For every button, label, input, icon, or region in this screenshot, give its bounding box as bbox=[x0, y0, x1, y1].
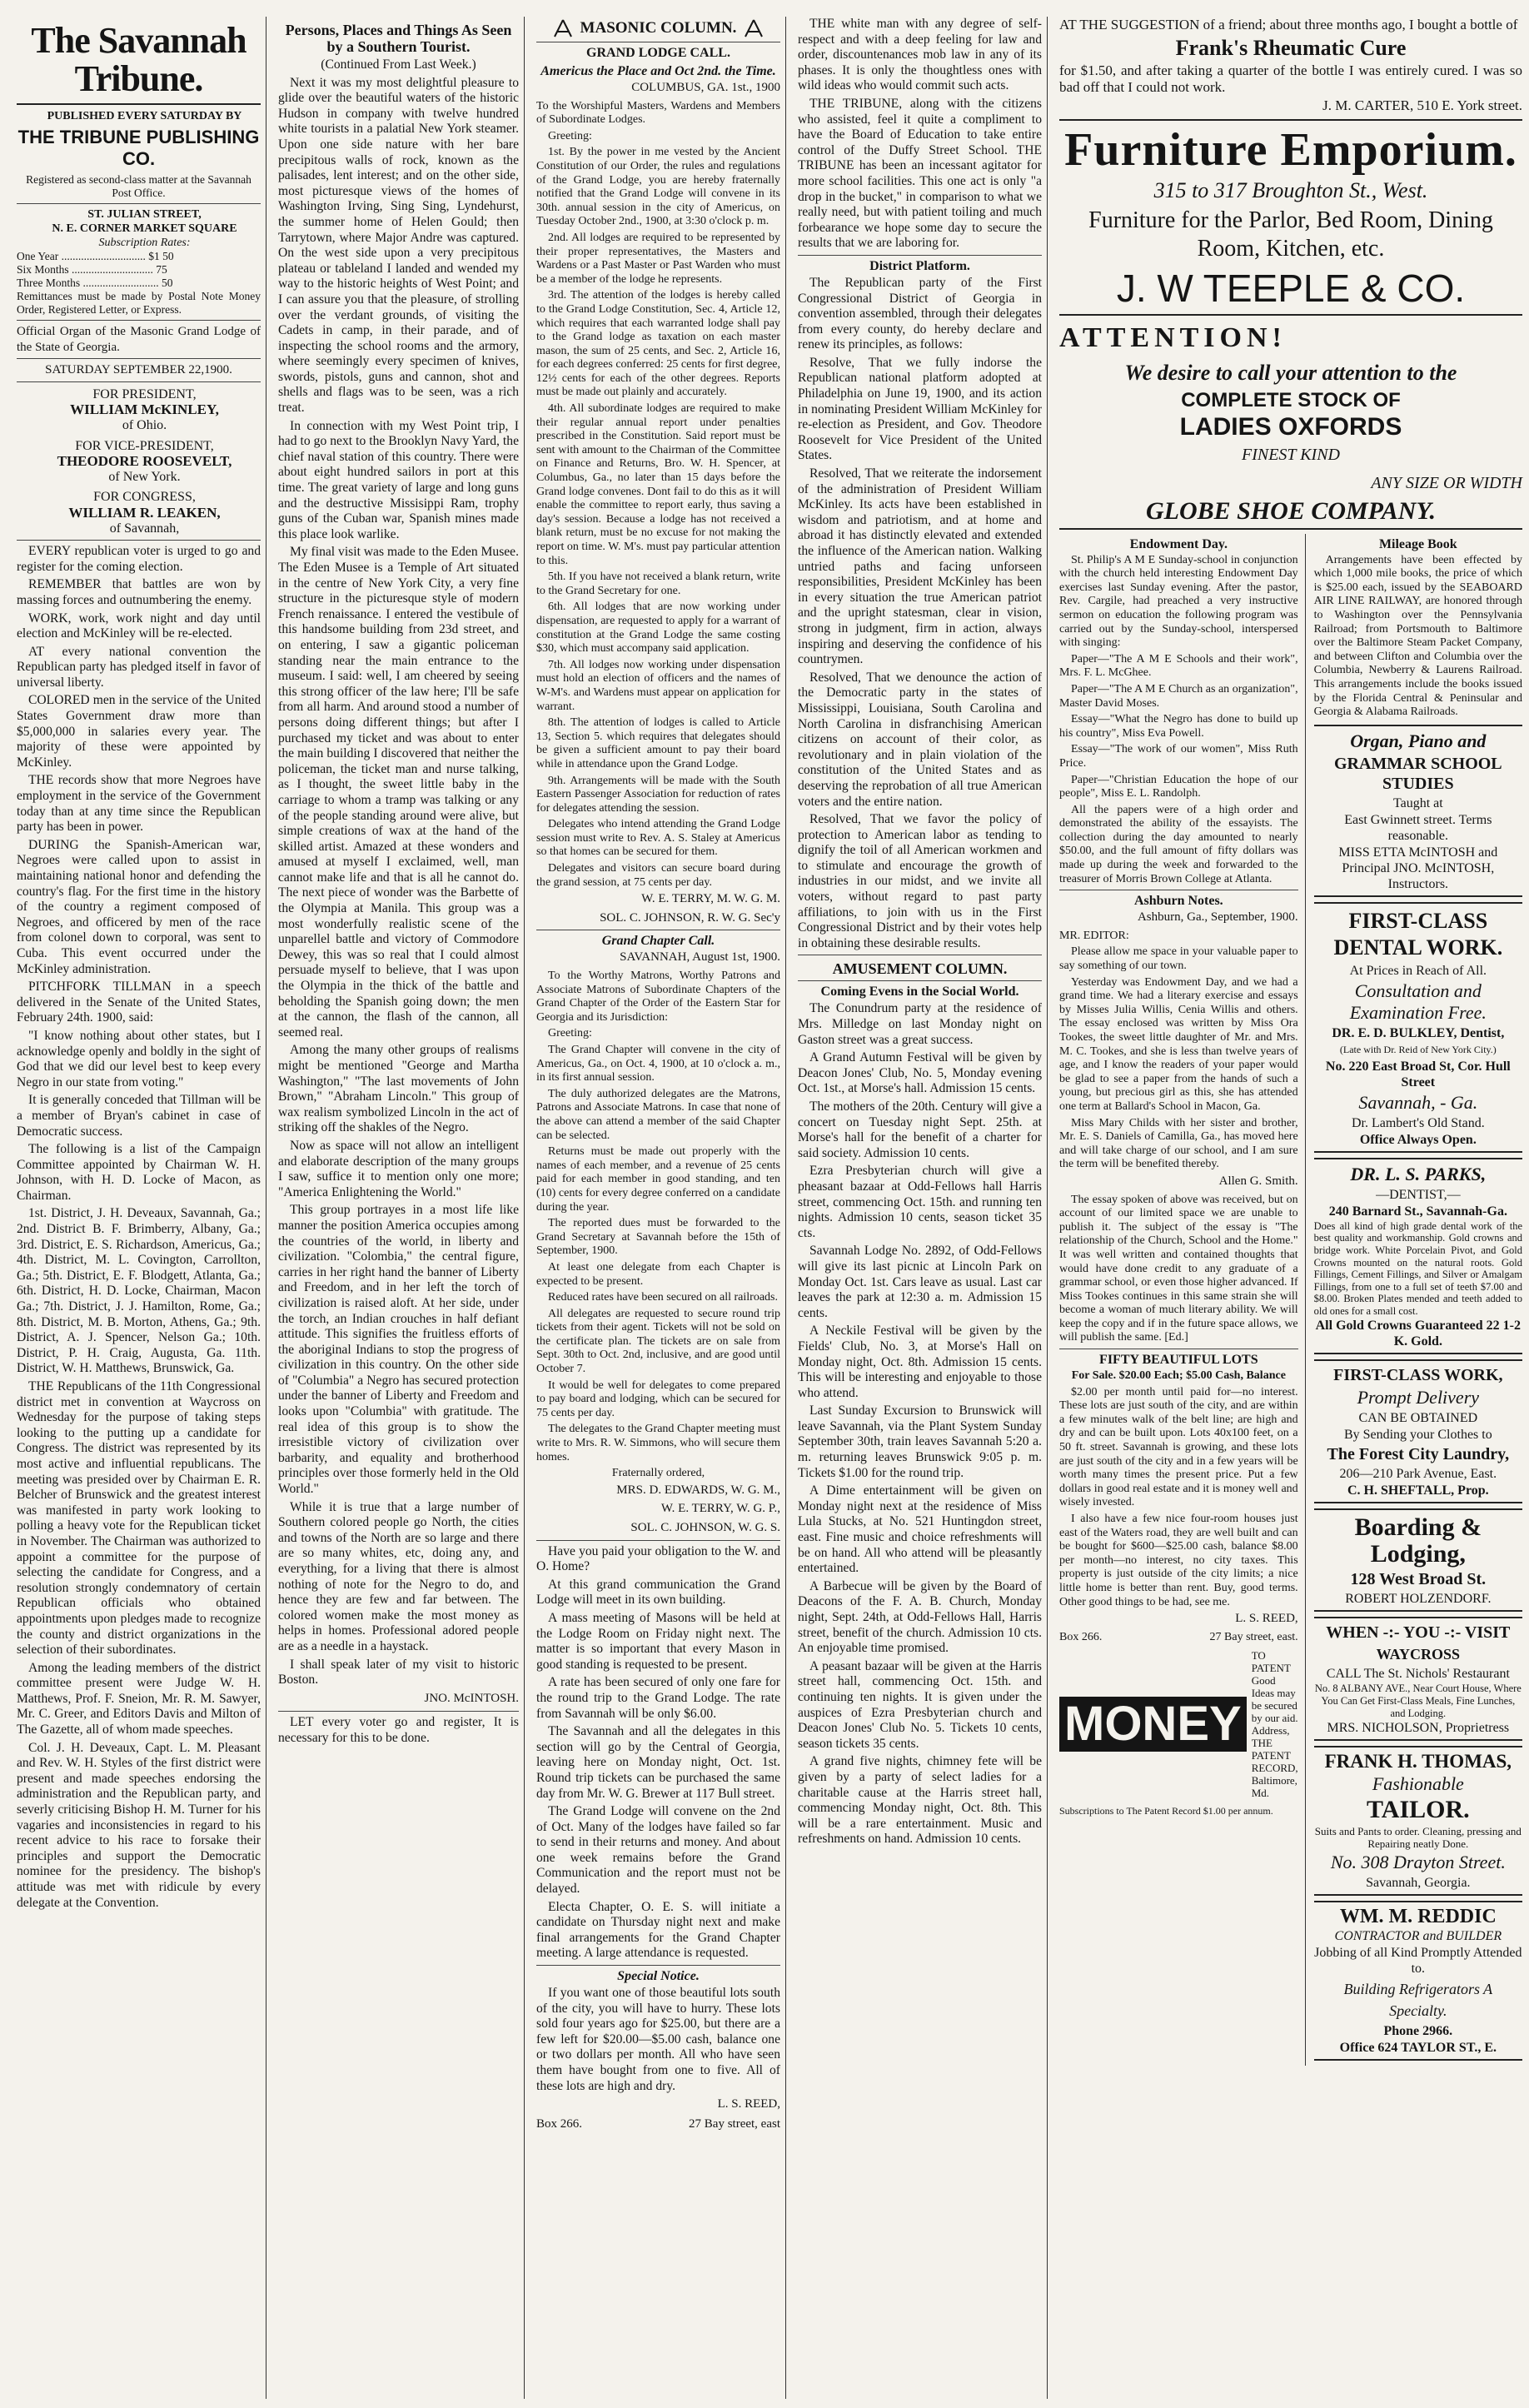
parks-title: DR. L. S. PARKS, bbox=[1350, 1163, 1487, 1184]
column-1 bbox=[12, 17, 266, 2399]
parks-line: —DENTIST,— bbox=[1376, 1187, 1461, 1202]
editorial-paragraph: DURING the Spanish-American war, Negroes were called upon to assist in maintaining national honor and defending the country's flag. For the first time in the history of the country a regiment composed of Negroes, and officered by men of the race from colonel down to corporal, was sent to Cuba. This event occurred under the McKinley administration. bbox=[17, 837, 261, 976]
grand-lodge-item: 5th. If you have not received a blank return, write to the Grand Secretary for one. bbox=[536, 571, 780, 597]
editorial-paragraph: 1st. District, J. H. Deveaux, Savannah, Ga.; 2nd. District B. F. Brimberry, Albany, Ga.; 3rd. District, E. S. Richardson, Americus, Ga.; 4th. District, M. L. Covington, Carrollton, Ga.; 5th. District, E. F. Blodgett, Atlanta, Ga.; 6th. District, H. D. Locke, Chairman, Macon Ga.; 7th. District, J. J. Hamilton, Rome, Ga.; 8th. District, M. B. Morton, Athens, Ga.; 9th. District, A. J. Spencer, Nelson Ga.; 10th. District, P. H. Craig, Augusta, Ga. 11th. District, W. H. Matthews, Brunswick, Ga. bbox=[17, 1206, 261, 1376]
grand-chapter-item: The Grand Chapter will convene in the city of Americus, Ga., on Oct. 4, 1900, at 10 o'clock a. m., in its first annual session. bbox=[536, 1044, 780, 1084]
grand-lodge-item: 2nd. All lodges are required to be represented by their proper representatives, the Masters and Wardens or a Past Master or Past Warden who must be a member of the lodge he represents. bbox=[536, 231, 780, 286]
editorial-paragraph: THE TRIBUNE, along with the citizens who assisted, feel it quite a compliment to have the Board of Education to take entire control of the Duffy Street School. THE TRIBUNE has been an incessant agitator for more school facilities. This one act is only "a drop in the bucket," in comparison to what we really need, but with patient toiling and much forbearance we hope some day to secure the results that we are laboring for. bbox=[798, 96, 1042, 251]
square-compass-icon bbox=[743, 18, 764, 38]
furniture-company: J. W TEEPLE & CO. bbox=[1116, 266, 1466, 310]
reddic-line: Jobbing of all Kind Promptly Attended to. bbox=[1314, 1946, 1522, 1977]
issue-date: SATURDAY SEPTEMBER 22,1900. bbox=[45, 363, 232, 377]
platform-paragraph: The Republican party of the First Congressional District of Georgia in convention assembled, through their delegates from every county, do hereby declare and renew its principles, as follows: bbox=[798, 275, 1042, 352]
editorial-paragraph: The following is a list of the Campaign Committee appointed by Chairman W. H. Johnson, with H. D. Locke of Macon, as Chairman. bbox=[17, 1142, 261, 1203]
amusement-item: Ezra Presbyterian church will give a pheasant bazaar at Odd-Fellows hall Harris street, commencing Oct. 15th. and running ten nights. Admission 10 cents, season ticket 35 cts. bbox=[798, 1164, 1042, 1240]
attention-line: COMPLETE STOCK OF bbox=[1181, 388, 1401, 411]
grand-lodge-subtitle: Americus the Place and Oct 2nd. the Time. bbox=[540, 64, 776, 78]
street-address: 27 Bay street, east bbox=[689, 2116, 780, 2131]
laundry-line: C. H. SHEFTALL, Prop. bbox=[1347, 1483, 1489, 1498]
special-notice-text: If you want one of those beautiful lots south of the city, you will have to hurry. These lots sold four years ago for $25.00, but there are a few left for $20.00—$5.00 cash, balance one or two dollars per month. All who have seen them have bought from one to five. All of these lots are high and dry. bbox=[536, 1986, 780, 2093]
article-signature: JNO. McINTOSH. bbox=[424, 1691, 519, 1705]
dental-work-ad bbox=[1314, 902, 1522, 1153]
article-paragraph: Now as space will not allow an intelligent and elaborate description of the many groups I saw, suffice it to mention only one more; "America Enlightening the World." bbox=[278, 1138, 519, 1199]
reddic-line: CONTRACTOR and BUILDER bbox=[1334, 1929, 1502, 1944]
franks-intro: AT THE SUGGESTION of a friend; about three months ago, I bought a bottle of bbox=[1059, 17, 1518, 32]
amusement-item: Savannah Lodge No. 2892, of Odd-Fellows will give its last picnic at Lincoln Park on Monday Oct. 1st. Cars leave as usual. Last car leaves the park at 12:30 a. m. Admission 15 cents. bbox=[798, 1244, 1042, 1320]
endowment-paragraph: Paper—"The A M E Church as an organization", Master David Moses. bbox=[1059, 682, 1298, 710]
platform-paragraph: Resolved, That we reiterate the indorsement of the administration of President William McKinley. Its acts have been established in wisdom and patriotism, and at home and abroad it has distinctly elevated and extended the influence of the American nation. Walking untried paths and facing unforseen responsibilities, President McKinley has been in every situation the true American patriot and the upright statesman, clear in vision, strong in judgment, firm in action, always inspiring and deserving the confidence of his countrymen. bbox=[798, 466, 1042, 667]
boarding-line: 128 West Broad St. bbox=[1350, 1570, 1487, 1589]
tailor-line: No. 308 Drayton Street. bbox=[1330, 1852, 1506, 1873]
masonic-header bbox=[536, 18, 780, 38]
endowment-paragraph: Paper—"Christian Education the hope of our people", Miss E. L. Randolph. bbox=[1059, 773, 1298, 800]
laundry-line: CAN BE OBTAINED bbox=[1358, 1411, 1478, 1426]
grand-lodge-item: Delegates and visitors can secure board during the grand session, at 75 cents per day. bbox=[536, 862, 780, 889]
furniture-emporium-ad bbox=[1059, 125, 1522, 310]
editorial-paragraph: It is generally conceded that Tillman will be a member of Bryan's cabinet in case of Democratic success. bbox=[17, 1093, 261, 1139]
parks-line: 240 Barnard St., Savannah-Ga. bbox=[1328, 1204, 1507, 1219]
amusement-item: A Barbecue will be given by the Board of Deacons of the F. A. B. Church, Monday night, Sept. 24th, at Odd-Fellows Hall, Harris street, benefit of the church. Admission 10 cts. An enjoyable time promised. bbox=[798, 1578, 1042, 1656]
candidate-place: of Savannah, bbox=[109, 521, 180, 536]
lots-description: I also have a few nice four-room houses just east of the Waters road, they are well built and can be bought for $600—$25.00 cash, balance $8.00 per month—no interest, no city taxes. This property is just outside of the city limits; a nice little home is better than rent. Buy, good terms. Other good things to be had, see me. bbox=[1059, 1513, 1298, 1608]
masonic-note: The Grand Lodge will convene on the 2nd of Oct. Many of the lodges have failed so far to send in their returns and money. And about one week remains before the Grand Communication and the report must not be delayed. bbox=[536, 1804, 780, 1897]
amusement-item: A Neckile Festival will be given by the Fields' Club, No. 3, at Morse's Hall on Monday night, Oct. 8th. Admission 15 cents. This will be interesting and enjoyable to those who attend. bbox=[798, 1324, 1042, 1400]
remittance-note: Remittances must be made by Postal Note Money Order, Registered Letter, or Express. bbox=[17, 290, 261, 316]
editorial-paragraph: WORK, work, work night and day until election and McKinley will be re-elected. bbox=[17, 611, 261, 641]
ashburn-paragraph: Miss Mary Childs with her sister and brother, Mr. E. S. Daniels of Camilla, Ga., has moved here and will take charge of our school, and I am sure the term will be benefited thereby. bbox=[1059, 1116, 1298, 1171]
furniture-tagline: Furniture for the Parlor, Bed Room, Dining Room, Kitchen, etc. bbox=[1088, 207, 1493, 262]
editorial-paragraph: THE records show that more Negroes have employment in the service of the Government today than at any time since the Republican party has been in power. bbox=[17, 773, 261, 835]
grand-lodge-addressee: To the Worshipful Masters, Wardens and Members of Subordinate Lodges. bbox=[536, 99, 780, 127]
box-number: Box 266. bbox=[1059, 1630, 1103, 1643]
masthead-title: The Savannah Tribune. bbox=[31, 20, 247, 99]
grand-chapter-addressee: To the Worthy Matrons, Worthy Patrons and Associate Matrons of Subordinate Chapters of the Grand Chapter of the Order of the Eastern Star for Georgia and its Jurisdiction: bbox=[536, 970, 780, 1024]
fraternally-ordered: Fraternally ordered, bbox=[611, 1467, 705, 1480]
greeting: Greeting: bbox=[548, 1027, 592, 1040]
patent-subscription: Subscriptions to The Patent Record $1.00 per annum. bbox=[1059, 1804, 1273, 1817]
furniture-title: Furniture Emporium. bbox=[1064, 123, 1517, 176]
editorial-paragraph: PITCHFORK TILLMAN in a speech delivered in the Senate of the United States, February 24th. 1900, said: bbox=[17, 980, 261, 1025]
laundry-line: By Sending your Clothes to bbox=[1343, 1428, 1492, 1443]
ashburn-signature: Allen G. Smith. bbox=[1218, 1174, 1298, 1188]
article-paragraph: In connection with my West Point trip, I had to go next to the Brooklyn Navy Yard, the chief naval station of this country. There were about eight hundred sailors in port at this time. The great variety of large and long guns and the destructive Missisippi Ram, trophy guns of the Cuban war, Spanish mines made this place look warlike. bbox=[278, 418, 519, 541]
grand-chapter-title: Grand Chapter Call. bbox=[601, 934, 715, 949]
frank-thomas-tailor-ad bbox=[1314, 1746, 1522, 1896]
tailor-title: FRANK H. THOMAS, bbox=[1324, 1751, 1512, 1772]
masthead-address2: N. E. CORNER MARKET SQUARE bbox=[52, 222, 237, 235]
grand-lodge-item: 9th. Arrangements will be made with the South Eastern Passenger Association for reduction of rates for delegates attending the session. bbox=[536, 774, 780, 815]
patent-text: TO PATENT Good Ideas may be secured by our aid. Address, THE PATENT RECORD, Baltimore, Md. bbox=[1251, 1648, 1298, 1799]
masonic-note: Electa Chapter, O. E. S. will initiate a candidate on Thursday night next and make final arrangements for the Grand Chapter meeting. A large attendance is requested. bbox=[536, 1899, 780, 1961]
dental-line: Consultation and Examination Free. bbox=[1349, 980, 1487, 1023]
square-compass-icon bbox=[552, 18, 574, 38]
candidate-name: THEODORE ROOSEVELT, bbox=[57, 453, 232, 470]
endowment-paragraph: Essay—"What the Negro has done to build up his country", Miss Eva Powell. bbox=[1059, 713, 1298, 740]
franks-signature: J. M. CARTER, 510 E. York street. bbox=[1322, 97, 1522, 113]
fifty-lots-title: FIFTY BEAUTIFUL LOTS bbox=[1099, 1353, 1258, 1368]
dental-line: Savannah, - Ga. bbox=[1358, 1091, 1478, 1113]
tailor-line: Fashionable bbox=[1372, 1773, 1464, 1795]
grand-chapter-item: Returns must be made out properly with the names of each member, and a revenue of 25 cents paid for each member in good standing, and ten (10) cents for every degree conferred on a candidate during the year. bbox=[536, 1145, 780, 1214]
tourist-article-title: Persons, Places and Things As Seen by a Southern Tourist. bbox=[285, 22, 512, 55]
article-paragraph: Among the many other groups of realisms might be mentioned "George and Martha Washington," "The last movements of John Brown," "Abraham Lincoln." This group of wax realism symbolized Lincoln in the act of striking off the shakles of the Negro. bbox=[278, 1043, 519, 1135]
organ-title: Organ, Piano and bbox=[1350, 730, 1487, 751]
amusement-column-title: AMUSEMENT COLUMN. bbox=[832, 960, 1008, 978]
grand-chapter-date: SAVANNAH, August 1st, 1900. bbox=[620, 950, 780, 965]
globe-shoe-ad bbox=[1059, 321, 1522, 524]
rate-line: Six Months ............................. 75 bbox=[17, 263, 167, 276]
candidate-place: of Ohio. bbox=[122, 417, 167, 432]
attention-line: ANY SIZE OR WIDTH bbox=[1371, 473, 1522, 492]
grand-chapter-signature: SOL. C. JOHNSON, W. G. S. bbox=[630, 1521, 780, 1534]
masonic-note: A mass meeting of Masons will be held at the Lodge Room on Friday night next. The matter is so important that every Mason in good standing is requested to be present. bbox=[536, 1610, 780, 1672]
dental-line: DR. E. D. BULKLEY, Dentist, bbox=[1332, 1025, 1505, 1040]
franks-testimonial: for $1.50, and after taking a quarter of the bottle I was entirely cured. I was so bad off that I could not work. bbox=[1059, 62, 1522, 95]
register-reminder: LET every voter go and register, It is necessary for this to be done. bbox=[278, 1715, 519, 1745]
parks-line: Does all kind of high grade dental work of the best quality and workmanship. Gold crowns and bridge work. White Porcelain Pivot, and Gold Crowns mounted on the natural roots. Gold Fillings, Cement Fillings, and Silver or Amalgam Fillings, from one to a full set of teeth $7.00 and $8.00. Broken Plates mended and teeth added to old ones for a small cost. bbox=[1313, 1219, 1522, 1317]
tailor-line: TAILOR. bbox=[1367, 1796, 1470, 1824]
lots-address bbox=[1059, 1631, 1298, 1644]
grand-chapter-item: The delegates to the Grand Chapter meeting must write to Mrs. R. W. Simmons, who will secure them homes. bbox=[536, 1423, 780, 1463]
platform-paragraph: Resolve, That we fully indorse the Republican national platform adopted at Philadelphia on June 19, 1900, and its action in nominating President William McKinley for re-election as President, and Gov. Theodore Roosevelt for Vice President of the United States. bbox=[798, 355, 1042, 463]
candidate-office: FOR VICE-PRESIDENT, bbox=[75, 438, 214, 453]
masonic-note: Have you paid your obligation to the W. and O. Home? bbox=[536, 1543, 780, 1574]
reddic-line: Office 624 TAYLOR ST., E. bbox=[1339, 2041, 1497, 2056]
visit-line: WAYCROSS bbox=[1376, 1646, 1461, 1663]
editorial-paragraph: THE white man with any degree of self-respect and with a deep feeling for law and order, discountenances mob law in any of its phases. It is only the thoughtless ones with wild ideas who would commit such acts. bbox=[798, 17, 1042, 93]
article-paragraph: While it is true that a large number of Southern colored people go North, the cities and towns of the North are so large and there are so many whites, etc, doing any, and everything, for a living that there is almost nothing of note for the Negro to do, and hence they are few and far between. The colored women make the most money as helps in homes. Professional adored people are as a needle in a haystack. bbox=[278, 1499, 519, 1653]
grand-chapter-item: It would be well for delegates to come prepared to pay board and lodging, which can be secured for 75 cents per day. bbox=[536, 1378, 780, 1419]
amusement-item: The Conundrum party at the residence of Mrs. Milledge on last Monday night on Gaston street was a great success. bbox=[798, 1001, 1042, 1047]
attention-line: We desire to call your attention to the bbox=[1124, 360, 1457, 385]
grand-lodge-signature: W. E. TERRY, M. W. G. M. bbox=[641, 892, 780, 906]
lots-description: $2.00 per month until paid for—no interest. These lots are just south of the city, and are within a few minutes walk of the belt line; are high and dry and can be built upon. Lots 40x100 feet, on a 50 ft. street. Savannah is growing, and these lots are just south of the city and in a few years will be worth many times the present price. Put a few dollars in good real estate and it is money well and wisely invested. bbox=[1059, 1385, 1298, 1509]
dental-line: At Prices in Reach of All. bbox=[1349, 963, 1487, 978]
article-paragraph: Next it was my most delightful pleasure to glide over the beautiful waters of the historic Hudson in company with twelve hundred white tourists in a palatial New York steamer. Upon one side nature with her bare precipitous walls of rock, known as the palisades, lent interest; and on the other side, most picturesque views of the homes of Washington Irving, Sing Sing, Lyndehurst, the summer home of Helen Gould; then Tarrytown, where Major Andre was captured. On the west side upon a very precipitous plateau or tableland I landed and wended my way to the historic heights of West Point; and I can assure you that the pleasure, of strolling over the verdant grounds, of visiting the Cadets in camp, in their parade, and of inspecting the school rooms and the armory, where seemingly every specimen of knives, swords, pistols, guns and cannon, shot and shells and flags was to be seen, was a rich treat. bbox=[278, 75, 519, 416]
candidate-office: FOR PRESIDENT, bbox=[92, 386, 197, 401]
masonic-note: The Savannah and all the delegates in this section will go by the Central of Georgia, leaving here on Monday night, Oct. 1st. Round trip tickets can be purchased the same day from Mr. W. G. Brewer at 117 Bull street. bbox=[536, 1724, 780, 1801]
special-notice-signature: L. S. REED, bbox=[717, 2097, 780, 2111]
laundry-line: Prompt Delivery bbox=[1357, 1387, 1480, 1408]
amusement-item: A Dime entertainment will be given on Monday night next at the residence of Miss Lula Stucks, at No. 521 Huntingdon street, east. Fine music and choice refreshments will be on hand. All who attend will be pleasantly entertained. bbox=[798, 1483, 1042, 1576]
reddic-title: WM. M. REDDIC bbox=[1339, 1906, 1497, 1928]
grand-chapter-signature: W. E. TERRY, W. G. P., bbox=[660, 1502, 780, 1516]
grand-lodge-signature: SOL. C. JOHNSON, R. W. G. Sec'y bbox=[600, 910, 780, 925]
lots-price: For Sale. $20.00 Each; $5.00 Cash, Balance bbox=[1071, 1369, 1286, 1383]
dental-line: Office Always Open. bbox=[1359, 1132, 1477, 1147]
grand-chapter-item: At least one delegate from each Chapter is expected to be present. bbox=[536, 1260, 780, 1288]
ashburn-paragraph: Please allow me space in your valuable paper to say something of our town. bbox=[1059, 945, 1298, 973]
grand-lodge-item: 3rd. The attention of the lodges is hereby called to the Grand Lodge Constitution, Sec. 4, Article 12, which requires that each warranted lodge shall pay to the Grand lodge as taxation on each master mason, the sum of 25 cents, and Sec. 2, Article 16, for each degrees conferred: 25 cents for first degree, 12½ cents for each of the other degrees. Reports must be made out plainly and accurately. bbox=[536, 289, 780, 399]
reddic-line: Building Refrigerators A Specialty. bbox=[1343, 1981, 1493, 2020]
platform-paragraph: Resolved, That we denounce the action of the Democratic party in the states of Mississippi, Louisiana, South Carolina and North Carolina in disfranchising American citizens on account of their color, as revolutionary and in plain violation of the constitution of the United States and as deserving the reprobation of all true American voters and the entire nation. bbox=[798, 670, 1042, 809]
mileage-book-text: Arrangements have been effected by which 1,000 mile books, the price of which is $25.00 each, issued by the SEABOARD AIR LINE RAILWAY, are honored through to Washington over the Pennsylvania Railroad; from Portsmouth to Baltimore over the Baltimore Steam Packet Company, and between Clifton and Columbia over the Columbia, Newberry & Laurens Railroad. This arrangements include the books issued by the Florida Central & Peninsular and Georgia & Alabama Railroads. bbox=[1313, 553, 1522, 719]
article-paragraph: This group portrayes in a most life like manner the position America occupies among the countries of the world, in liberty and civilization. "Colombia," the central figure, carries in her right hand the banner of Liberty and Freedom, and in her left the torch of civilization is raised aloft. At her side, under the torch, an Indian crouches in half defiant attitude. This signifies the fruitless efforts of the aboriginal Indians to stop the progress of civilization in this country. On the other side of "Columbia" a Negro has secured protection under the banner of Liberty and Freedom and looks upon "Columbia" with gratitude. The real idea of this group is to show the irresistible victory of civilization over barbarity, and equality and brotherhood principles over those formerly held in the Old World." bbox=[278, 1203, 519, 1497]
dental-line: (Late with Dr. Reid of New York City.) bbox=[1339, 1043, 1497, 1055]
column-4 bbox=[793, 17, 1048, 2399]
boarding-lodging-ad bbox=[1314, 1508, 1522, 1612]
editorial-paragraph: THE Republicans of the 11th Congressional district met in convention at Waycross on Wednesday for the purpose of taking steps looking to the putting up a candidate for Congress. The district was represented by its most active and influential republicans. The meeting was presided over by Chairman E. R. Belcher of Brunswick and the greatest interest was manifested in party work looking to polling a heavy vote for the Republican ticket in November. The Chairman was authorized to appoint a committee for the purpose of selecting the candidate for Congress, and a resolution strongly condemnatory of certain Republican officials who obtained appointments upon pledges made to recognize the county and district organizations in the selection of their subordinates. bbox=[17, 1379, 261, 1658]
greeting: Greeting: bbox=[548, 129, 592, 142]
grand-chapter-item: The reported dues must be forwarded to the Grand Secretary at Savannah before the 15th of September, 1900. bbox=[536, 1217, 780, 1258]
endowment-paragraph: All the papers were of a high order and demonstrated the ability of the essayists. The collection during the day amounted to nearly $50.00, and the full amount of fifty dollars was made up during the week and forwarded to the treasurer of Morris Brown College at Atlanta. bbox=[1059, 803, 1298, 885]
editorial-paragraph: AT every national convention the Republican party has pledged itself in favor of universal liberty. bbox=[17, 644, 261, 690]
ashburn-notes-title: Ashburn Notes. bbox=[1133, 894, 1223, 909]
money-wordmark: MONEY bbox=[1059, 1697, 1247, 1752]
endowment-paragraph: Essay—"The work of our women", Miss Ruth Price. bbox=[1059, 743, 1298, 770]
tailor-line: Savannah, Georgia. bbox=[1366, 1876, 1471, 1891]
patent-record-ad bbox=[1059, 1649, 1298, 1799]
column-5-advertisements bbox=[1054, 17, 1527, 2399]
amusement-subtitle: Coming Evens in the Social World. bbox=[820, 985, 1019, 1000]
article-paragraph: I shall speak later of my visit to historic Boston. bbox=[278, 1657, 519, 1688]
music-school-ad bbox=[1314, 725, 1522, 897]
endowment-paragraph: Paper—"The A M E Schools and their work", Mrs. F. L. McGhee. bbox=[1059, 652, 1298, 680]
masthead-published: PUBLISHED EVERY SATURDAY BY bbox=[47, 110, 242, 122]
district-platform-title: District Platform. bbox=[869, 258, 970, 273]
ads-left bbox=[1059, 534, 1306, 2066]
visit-title: WHEN -:- YOU -:- VISIT bbox=[1326, 1623, 1511, 1643]
amusement-item: A Grand Autumn Festival will be given by Deacon Jones' Club, No. 5, Monday evening Oct. 1st., at Morse's hall. Admission 15 cents. bbox=[798, 1050, 1042, 1096]
instructors: MISS ETTA McINTOSH and Principal JNO. McINTOSH, Instructors. bbox=[1338, 845, 1498, 891]
amusement-item: A grand five nights, chimney fete will be given by a party of select ladies for a charitable cause at the Harris street hall, commencing Monday night, Oct. 8th. This will be a rare entertainment. Music and refreshments on hand. Admission 10 cents. bbox=[798, 1754, 1042, 1847]
continued-note: (Continued From Last Week.) bbox=[321, 57, 476, 72]
amusement-item: A peasant bazaar will be given at the Harris street hall, commencing Oct. 15th. and continuing ten nights. It is given under the auspices of Ezra Presbyterian church and Deacon Jones' Club No. 5. Tickets 10 cents, season tickets 35 cents. bbox=[798, 1658, 1042, 1751]
candidate-office: FOR CONGRESS, bbox=[93, 490, 196, 505]
lots-signature: L. S. REED, bbox=[1235, 1612, 1298, 1626]
reddic-line: Phone 2966. bbox=[1383, 2024, 1453, 2039]
candidate-name: WILLIAM McKINLEY, bbox=[70, 401, 219, 418]
laundry-title: FIRST-CLASS WORK, bbox=[1333, 1366, 1503, 1385]
school-address: East Gwinnett street. Terms reasonable. bbox=[1344, 812, 1492, 843]
grammar-school-title: GRAMMAR SCHOOL STUDIES bbox=[1333, 754, 1502, 793]
grand-lodge-item: 6th. All lodges that are now working under dispensation, are requested to apply for a warrant of constitution at the Grand Lodge the same costing $30, which must accompany said application. bbox=[536, 601, 780, 656]
editorial-paragraph: "I know nothing about other states, but I acknowledge openly and boldly in the sight of God that we did our level best to keep every Negro in our state from voting." bbox=[17, 1028, 261, 1089]
official-organ-note: Official Organ of the Masonic Grand Lodge of the State of Georgia. bbox=[17, 325, 261, 354]
parks-line: All Gold Crowns Guaranteed 22 1-2 K. Gold. bbox=[1315, 1319, 1522, 1349]
attention-line: LADIES OXFORDS bbox=[1179, 412, 1402, 441]
globe-shoe-company: GLOBE SHOE COMPANY. bbox=[1145, 496, 1437, 525]
amusement-item: The mothers of the 20th. Century will give a concert on Tuesday night Sept. 25th. at Morse's hall for the benefit of a charter for said society. Admission 10 cents. bbox=[798, 1099, 1042, 1160]
attention-line: FINEST KIND bbox=[1242, 445, 1340, 464]
grand-lodge-item: 4th. All subordinate lodges are required to make their regular annual report under penalties prescribed in the Constitution. Said report must be sent with amount to the Chairman of the Committee on Finance and Returns, Bro. W. H. Spencer, at Columbus, Ga., no later than 15 days before the Grand lodge convenes. Dont fail to do this as it will enable the committee to report early, thus saving a day's session. Because a lodge has not received a blank return, must be no excuse for not making the report on time. W. M's. must pay particular attention to this. bbox=[536, 402, 780, 567]
column-3 bbox=[531, 17, 786, 2399]
grand-lodge-item: 7th. All lodges now working under dispensation must hold an election of officers and the names of W-M's. and Wardens must appear on application for warrant. bbox=[536, 658, 780, 713]
grand-lodge-title: GRAND LODGE CALL. bbox=[586, 46, 730, 60]
dental-title: FIRST-CLASS DENTAL WORK. bbox=[1333, 908, 1503, 960]
st-nichols-restaurant-ad bbox=[1314, 1617, 1522, 1741]
ashburn-date: Ashburn, Ga., September, 1900. bbox=[1137, 910, 1298, 925]
taught-at: Taught at bbox=[1392, 795, 1443, 810]
candidate-block bbox=[17, 387, 261, 536]
editorial-paragraph: EVERY republican voter is urged to go and register for the coming election. bbox=[17, 544, 261, 574]
box-number: Box 266. bbox=[536, 2116, 583, 2131]
laundry-line: The Forest City Laundry, bbox=[1327, 1445, 1510, 1464]
grand-chapter-item: Reduced rates have been secured on all railroads. bbox=[548, 1291, 778, 1304]
article-paragraph: My final visit was made to the Eden Musee. The Eden Musee is a Temple of Art situated in the centre of New York City, a very fine structure in the picturesque style of modern French renaissance. I entered the vestibule of this handsome building from 23d street, and on entering, I saw a gigantic policeman standing near the main entrance to the museum. I said: well, I am cheered by seeing this strong officer of the law here; I'll be safe from all harm. And around stood a number of persons doing different things; but after I purchased my ticket and was about to enter the main building I discovered that neither the policeman, the ticket man and nurse talking, as I thought, the sweet little baby in the carriage to whom a tramp was talking or any of the people standing around were alive, but simple creations of wax at the hand of the skilled artist. Amazed at these wonders and amused at myself I exclaimed, well, man cannot make life and that is all he cannot do. The next piece of wonder was the Barbette of the Olympia at Manila. This group was a most wonderfully realistic scene of the unparellel battle and victory of Commodore Dewey, this was so real that I could almost persuade myself to believe, that I was upon the Olympia in the thick of the battle and beholding the Spanish going down; the men at the cannon, the flash of the cannon, all seemed real. bbox=[278, 545, 519, 1039]
boarding-line: ROBERT HOLZENDORF. bbox=[1345, 1592, 1492, 1607]
masonic-note: At this grand communication the Grand Lodge will meet in its own building. bbox=[536, 1577, 780, 1608]
column-2 bbox=[273, 17, 525, 2399]
ashburn-paragraph: Yesterday was Endowment Day, and we had a grand time. We had a literary exercise and essays by Misses Julia Willis, Cenia Willis and others. The essay enclosed was written by Miss Ora Tookes, the sweet little daughter of Mr. and Mrs. M. C. Tookes, and she is less than twelve years of age, and I know the readers of your paper would be glad to see a paper from the hands of such a young, but precious girl as this, she has attended one term at Ballard's School in Macon, Ga. bbox=[1059, 975, 1298, 1113]
grand-lodge-item: 1st. By the power in me vested by the Ancient Constitution of our Order, the rules and regulations of the Grand Lodge, you are hereby fraternally notified that the Grand Lodge will convene in its 30th. annual session in the city of Americus, on Tuesday October 2nd., 1900, at 3:30 o'clock p. m. bbox=[536, 146, 780, 228]
masthead-publisher: THE TRIBUNE PUBLISHING CO. bbox=[17, 127, 260, 169]
endowment-paragraph: St. Philip's A M E Sunday-school in conjunction with the church held interesting Endowment Day exercises last Sunday evening. After the pastor, Rev. Cargile, had preached a very instructive sermon on education the following program was carried out by the Sunday-school, interspersed with singing: bbox=[1059, 553, 1298, 650]
mileage-book-title: Mileage Book bbox=[1378, 536, 1457, 551]
visit-line: No. 8 ALBANY AVE., Near Court House, Where You Can Get First-Class Meals, Fine Lunches, and Lodging. bbox=[1314, 1683, 1522, 1719]
grand-chapter-signature: MRS. D. EDWARDS, W. G. M., bbox=[616, 1483, 780, 1497]
editorial-paragraphs bbox=[17, 544, 261, 1911]
grand-lodge-item: 8th. The attention of lodges is called to Article 13, Section 5. which requires that delegates should be given a sufficient amount to pay their board while in attendance upon the Grand Lodge. bbox=[536, 716, 780, 770]
grand-lodge-item: Delegates who intend attending the Grand Lodge session must write to Rev. A. S. Staley at Americus so that homes can be secured for them. bbox=[536, 818, 780, 859]
visit-line: MRS. NICHOLSON, Proprietress bbox=[1327, 1721, 1510, 1736]
ashburn-salutation: MR. EDITOR: bbox=[1059, 929, 1129, 942]
candidate-name: WILLIAM R. LEAKEN, bbox=[68, 504, 221, 521]
masthead-registered: Registered as second-class matter at the Savannah Post Office. bbox=[26, 173, 252, 199]
grand-lodge-date: COLUMBUS, GA. 1st., 1900 bbox=[631, 81, 780, 94]
laundry-line: 206—210 Park Avenue, East. bbox=[1339, 1467, 1497, 1482]
subscription-rates-title: Subscription Rates: bbox=[98, 237, 191, 249]
endowment-day-title: Endowment Day. bbox=[1129, 536, 1228, 551]
editor-note: The essay spoken of above was received, but on account of our limited space we are unable to publish it. The subject of the essay is "The relationship of the Church, School and the Home." It was well written and contained thoughts that would have done credit to any graduate of a grammar school, or even those higher advanced. If Miss Tookes continues in this same strain she will become a woman of much literary ability. We will keep the copy and if in the future space allows, we will publish the same. [Ed.] bbox=[1059, 1193, 1298, 1344]
masonic-note: A rate has been secured of only one fare for the round trip to the Grand Lodge. The rate from Savannah will be only $6.00. bbox=[536, 1675, 780, 1721]
parks-dentist-ad bbox=[1314, 1158, 1522, 1355]
amusement-item: Last Sunday Excursion to Brunswick will leave Savannah, via the Plant System Sunday September 30th, train leaves Savannah 5:20 a. m. returning leaves Brunswick 9:05 p. m. Tickets $1.00 for the round trip. bbox=[798, 1403, 1042, 1480]
dental-line: No. 220 East Broad St, Cor. Hull Street bbox=[1325, 1059, 1511, 1089]
rate-line: Three Months ........................... 50 bbox=[17, 277, 173, 289]
forest-city-laundry-ad bbox=[1314, 1359, 1522, 1503]
candidate-place: of New York. bbox=[108, 469, 181, 484]
grand-chapter-item: All delegates are requested to secure round trip tickets from their agent. Tickets will not be sold on the certificate plan. The tickets are on sale from Sept. 30th to Oct. 2nd, inclusive, and are good until October 7. bbox=[536, 1307, 780, 1376]
special-notice-address bbox=[536, 2117, 780, 2131]
dental-line: Dr. Lambert's Old Stand. bbox=[1351, 1115, 1485, 1130]
ads-subcolumns bbox=[1059, 534, 1522, 2066]
attention-title: ATTENTION! bbox=[1059, 322, 1287, 353]
franks-product-name: Frank's Rheumatic Cure bbox=[1175, 36, 1407, 60]
editorial-paragraph: Among the leading members of the district committee present were Judge W. H. Matthews, Prof. F. Sneion, Mr. R. M. Sawyer, Mr. C. Greer, and Editors Davis and Milton of The Gazette, all of whom made speeches. bbox=[17, 1660, 261, 1737]
reddic-contractor-ad bbox=[1314, 1901, 1522, 2061]
furniture-address: 315 to 317 Broughton St., West. bbox=[1153, 177, 1428, 202]
rate-line: One Year .............................. $1 50 bbox=[17, 250, 174, 262]
editorial-paragraph: REMEMBER that battles are won by massing forces and outnumbering the enemy. bbox=[17, 577, 261, 607]
boarding-title: Boarding & Lodging, bbox=[1354, 1513, 1482, 1568]
visit-line: CALL The St. Nichols' Restaurant bbox=[1326, 1667, 1510, 1682]
special-notice-title: Special Notice. bbox=[617, 1969, 700, 1984]
masonic-column-title: MASONIC COLUMN. bbox=[580, 19, 737, 37]
editorial-paragraph: COLORED men in the service of the United States Government draw more than $5,000,000 in salaries every year. The majority of these were appointed by McKinley. bbox=[17, 693, 261, 770]
tailor-line: Suits and Pants to order. Cleaning, pressing and Repairing neatly Done. bbox=[1314, 1825, 1522, 1851]
masthead-address1: ST. JULIAN STREET, bbox=[87, 208, 202, 221]
grand-chapter-item: The duly authorized delegates are the Matrons, Patrons and Associate Matrons. In case that none of the above can attend a member of the said Chapter can be selected. bbox=[536, 1087, 780, 1142]
franks-rheumatic-ad bbox=[1059, 17, 1522, 114]
editorial-paragraph: Col. J. H. Deveaux, Capt. L. M. Pleasant and Rev. W. H. Styles of the first district were present and made speeches endorsing the administration and the Republican party, and severly criticising Bishop H. M. Turner for his vagaries and inconsistencies in regard to his recent advice to his race to forsake their principles and support the Democratic nominee for the presidency. The bishop's attitude was met with ridicule by every delegate at the Convention. bbox=[17, 1740, 261, 1910]
street-address: 27 Bay street, east. bbox=[1209, 1630, 1298, 1643]
platform-paragraph: Resolved, That we favor the policy of protection to American labor as tending to dignify the toil of all American workmen and to stimulate and encourage the growth of industries in our midst, and we invite all voters, without regard to past party affiliations, to join with us in the First Congressional District and by their votes help in obtaining these desirable results. bbox=[798, 812, 1042, 950]
ads-right bbox=[1314, 534, 1522, 2066]
